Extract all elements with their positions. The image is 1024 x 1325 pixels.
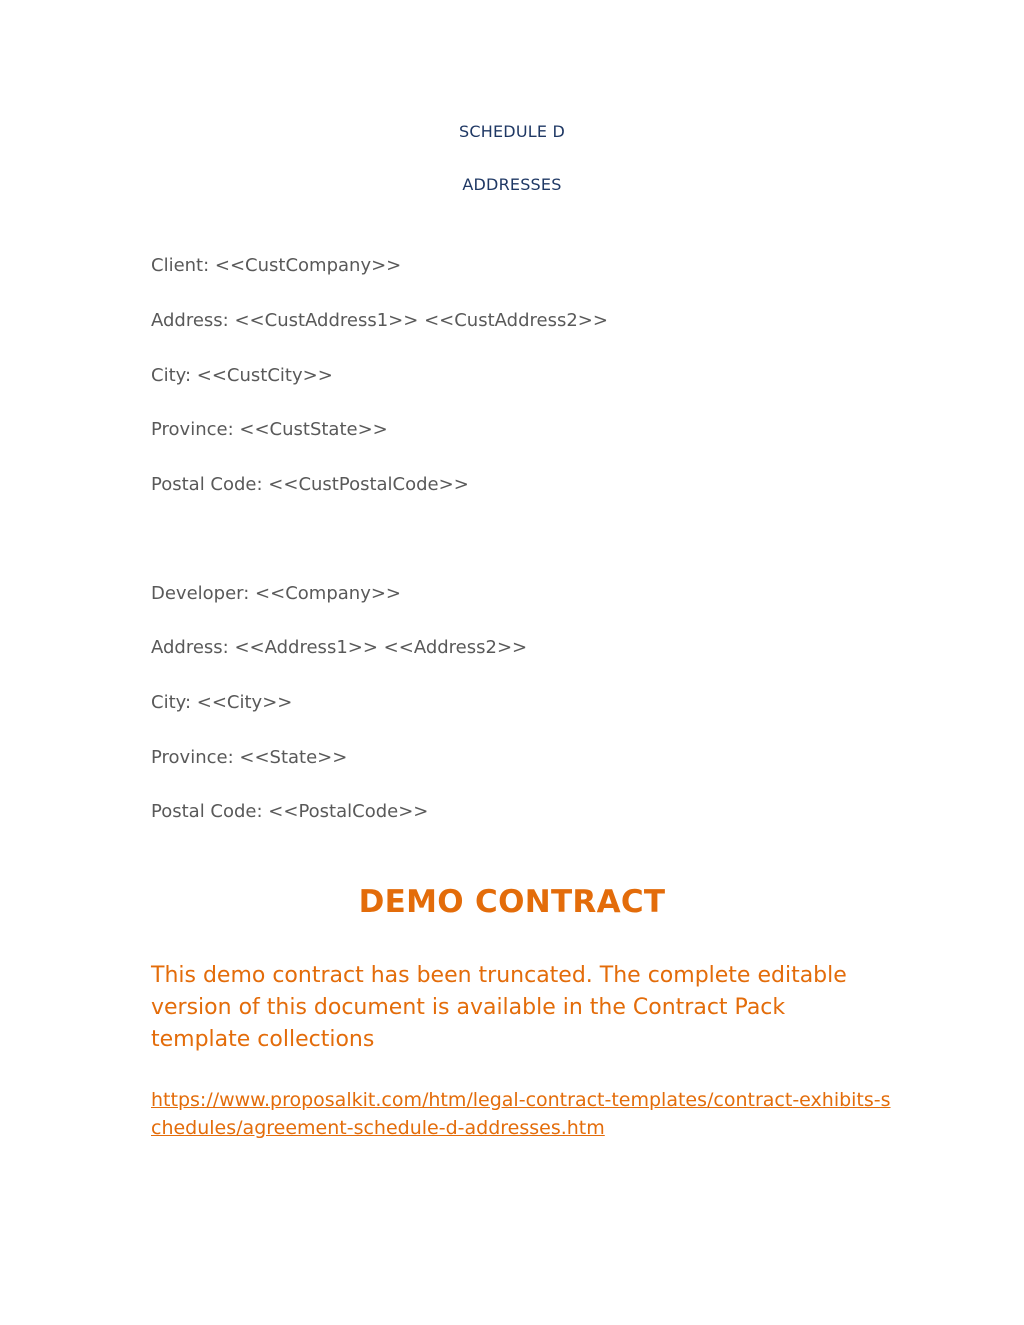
client-name-line: Client: <<CustCompany>>: [151, 255, 402, 276]
developer-postal-code-line: Postal Code: <<PostalCode>>: [151, 801, 429, 822]
client-province-line: Province: <<CustState>>: [151, 419, 388, 440]
developer-name-line: Developer: <<Company>>: [151, 583, 402, 604]
demo-contract-title: DEMO CONTRACT: [358, 884, 666, 920]
section-title: ADDRESSES: [462, 175, 562, 194]
developer-address-line: Address: <<Address1>> <<Address2>>: [151, 637, 528, 658]
developer-province-line: Province: <<State>>: [151, 747, 348, 768]
client-postal-code-line: Postal Code: <<CustPostalCode>>: [151, 474, 469, 495]
client-address-line: Address: <<CustAddress1>> <<CustAddress2>>: [151, 310, 608, 331]
developer-city-line: City: <<City>>: [151, 692, 293, 713]
template-download-link[interactable]: https://www.proposalkit.com/htm/legal-contract-templates/contract-exhibits-schedules/agreement-schedule-d-addresses.htm: [151, 1089, 891, 1139]
demo-truncation-notice: This demo contract has been truncated. The complete editable version of this document is available in the Contract Pack template collections: [151, 963, 847, 1052]
client-city-line: City: <<CustCity>>: [151, 365, 333, 386]
schedule-title: SCHEDULE D: [459, 122, 565, 141]
